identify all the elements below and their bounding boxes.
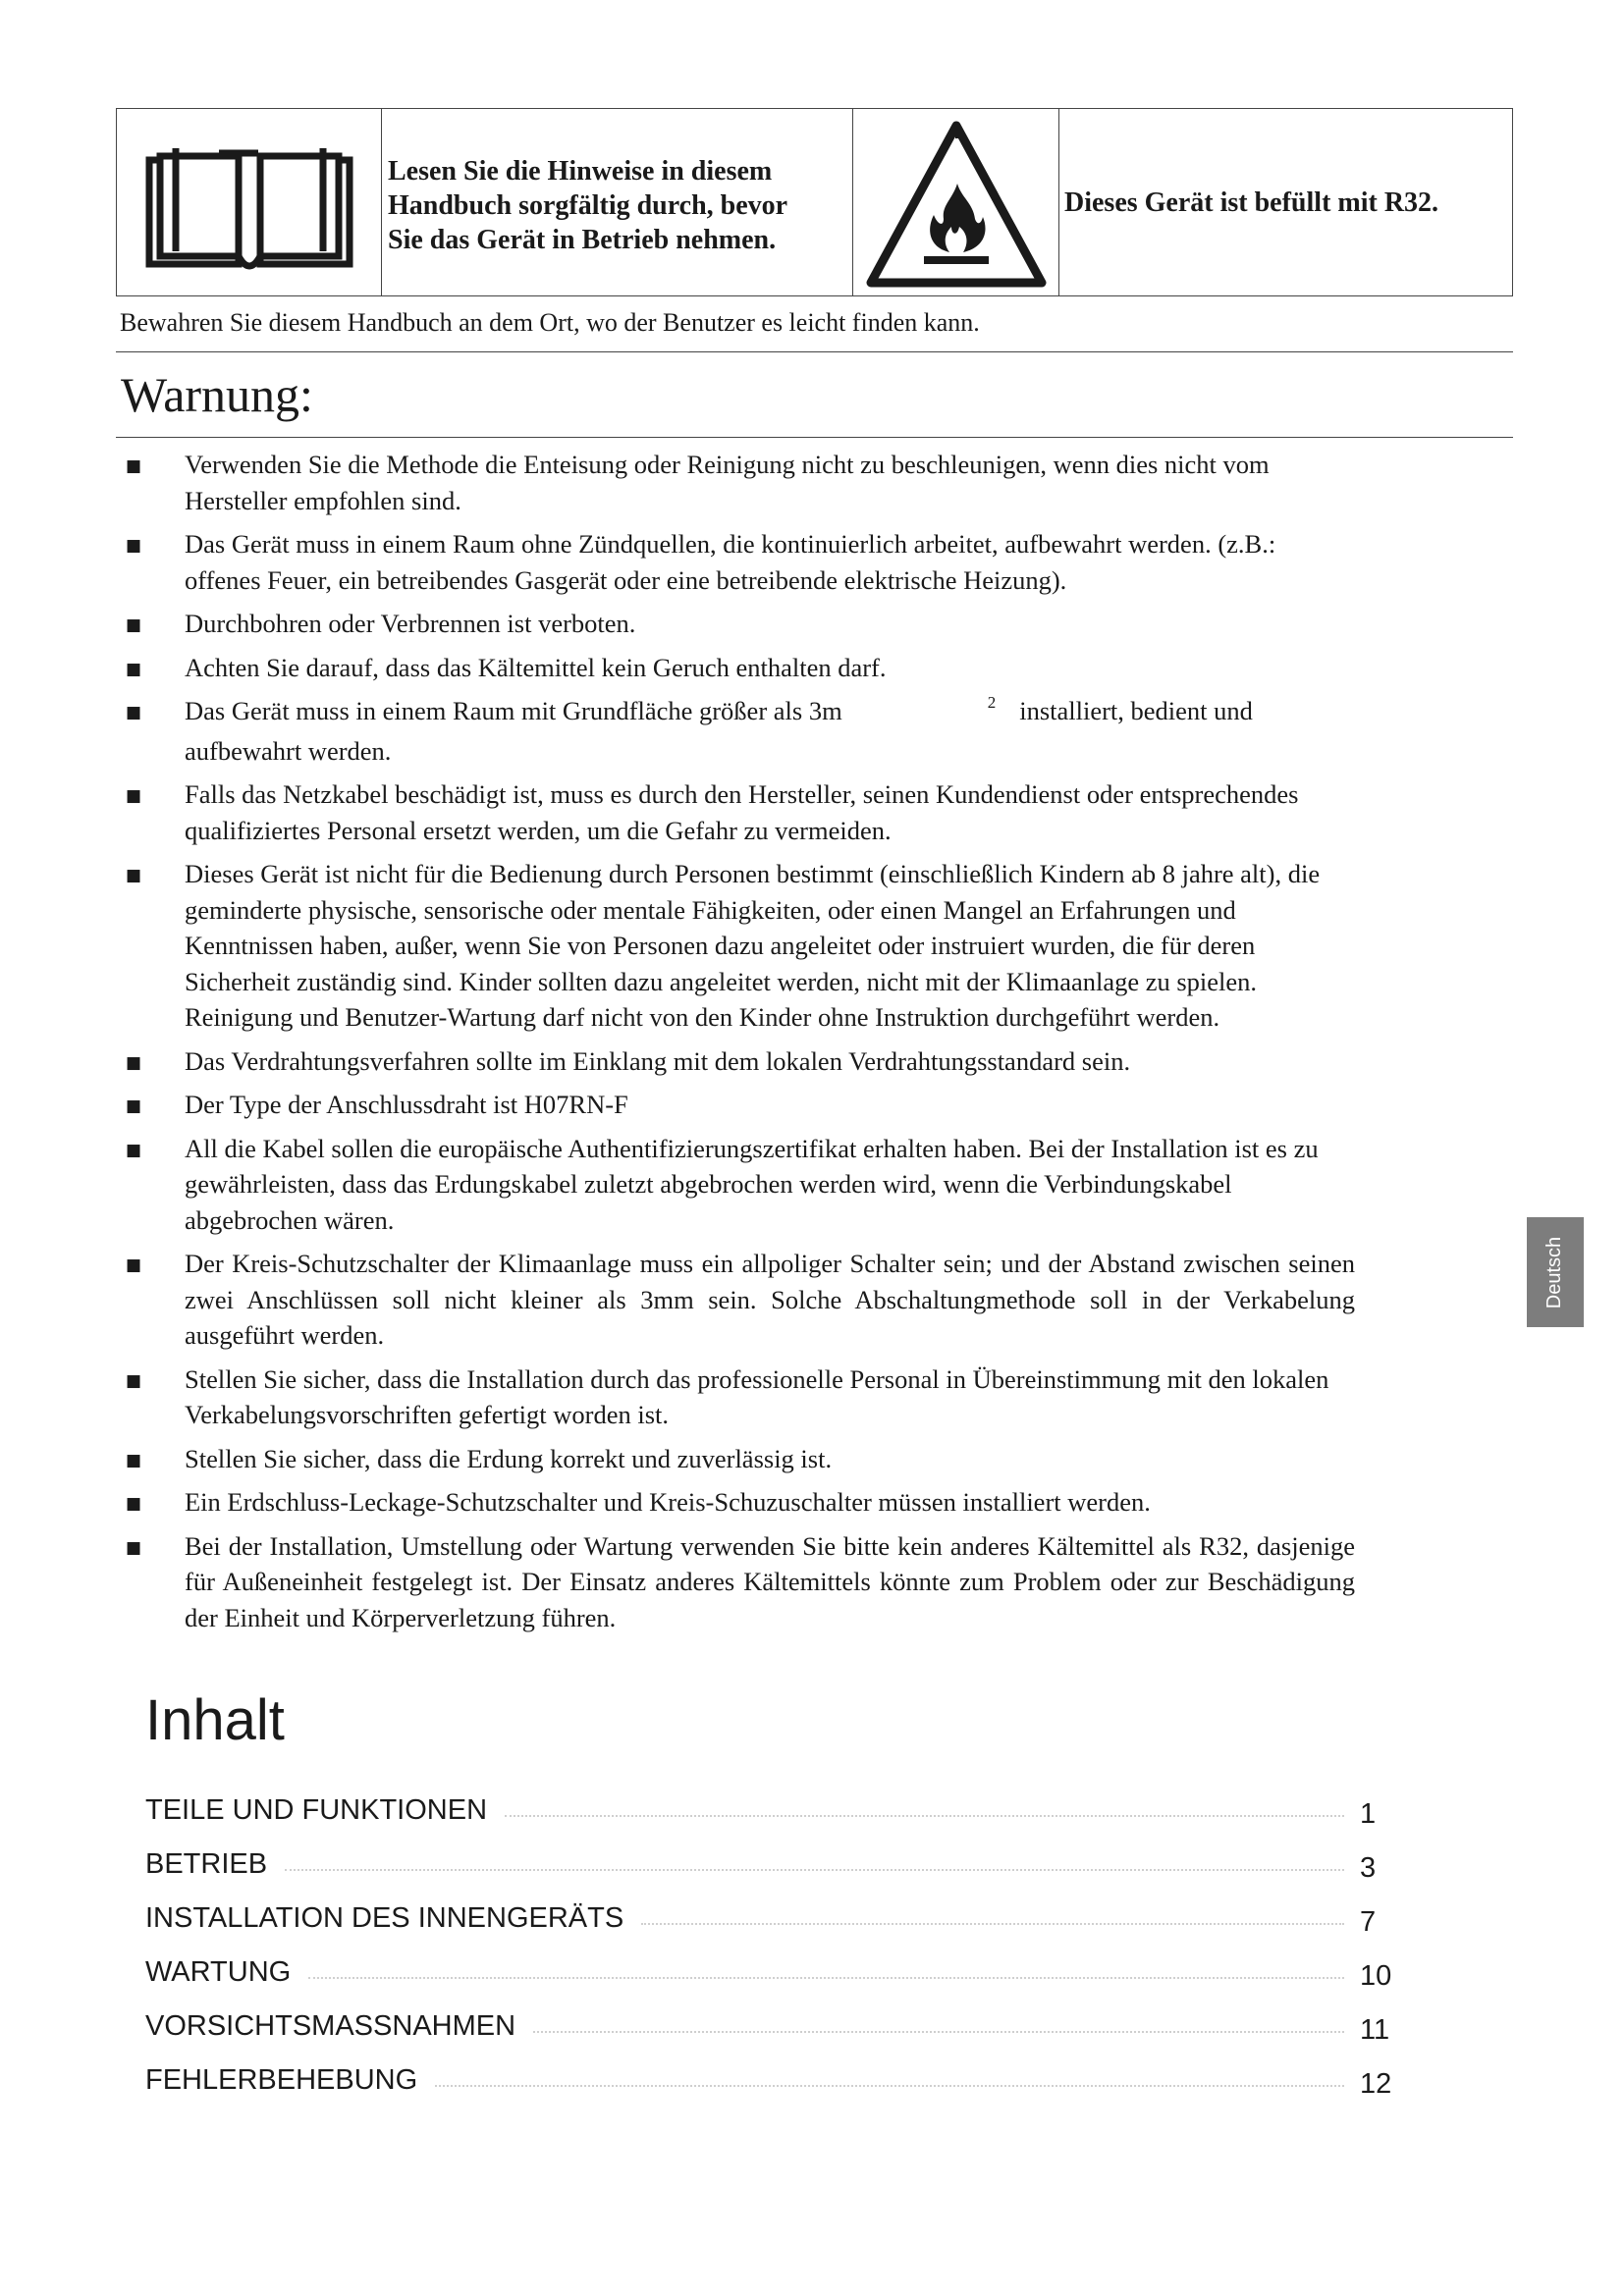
divider [116, 351, 1513, 352]
flame-icon-cell [853, 109, 1059, 295]
toc-entry-page: 3 [1360, 1852, 1377, 1884]
warning-item [0, 447, 1624, 518]
toc-entry[interactable] [145, 1881, 1397, 1938]
bullet: ■ [126, 1370, 142, 1391]
language-tab-label: Deutsch [1543, 1236, 1566, 1308]
bullet: ■ [126, 703, 142, 722]
warning-item [0, 1087, 1624, 1123]
warning-title: Warnung: [121, 367, 313, 422]
toc-entry-page: 7 [1360, 1906, 1377, 1938]
warning-text: Stellen Sie sicher, dass die Erdung korrekt und zuverlässig ist. [185, 1443, 833, 1473]
warning-item [0, 526, 1624, 598]
bullet: ■ [126, 456, 142, 476]
read-manual-instruction [388, 154, 844, 257]
warning-item [0, 776, 1624, 848]
warning-item [0, 1441, 1624, 1477]
warning-text: Der Type der Anschlussdraht ist H07RN-F [185, 1090, 628, 1119]
warning-item [0, 1484, 1624, 1521]
toc-entry-page: 10 [1360, 1960, 1392, 1992]
instruction-line: Handbuch sorgfältig durch, bevor [388, 190, 788, 221]
spacer [0, 1238, 1624, 1246]
spacer [0, 1521, 1624, 1528]
refrigerant-note: Dieses Gerät ist befüllt mit R32. [1064, 187, 1439, 218]
spacer [0, 1036, 1624, 1043]
superscript: 2 [987, 693, 997, 712]
bullet: ■ [126, 1140, 142, 1160]
toc-entry[interactable] [145, 1773, 1397, 1830]
toc-entry[interactable] [145, 2043, 1397, 2100]
toc-entry-label: FEHLERBEHEBUNG [145, 2064, 418, 2096]
spacer [0, 1433, 1624, 1441]
header-table [116, 108, 1513, 296]
bullet: ■ [126, 1052, 142, 1073]
spacer [0, 1079, 1624, 1087]
toc-entry-label: TEILE UND FUNKTIONEN [145, 1794, 488, 1826]
warning-text: Der Kreis-Schutzschalter der Klimaanlage muss ein allpoliger Schalter sein; und der Abstand zwischen seinen zwei Anschlüssen soll nicht kleiner als 3mm sein. Solche Abschaltungmethode soll in der Verkabelung ausgeführt werden. [185, 1249, 1355, 1350]
toc-leader-dots [285, 1869, 1344, 1871]
warning-text: Falls das Netzkabel beschädigt ist, muss es durch den Hersteller, seinen Kundendienst oder entsprechendes qualifiziertes Personal ersetzt werden, um die Gefahr zu vermeiden. [185, 779, 1299, 845]
warning-item [0, 606, 1624, 642]
spacer [0, 1476, 1624, 1484]
table-of-contents [145, 1773, 1397, 2100]
warning-text: Das Verdrahtungsverfahren sollte im Einklang mit dem lokalen Verdrahtungsstandard sein. [185, 1045, 1131, 1076]
toc-title: Inhalt [145, 1688, 285, 1752]
spacer [0, 1123, 1624, 1131]
toc-leader-dots [533, 2031, 1344, 2033]
spacer [0, 769, 1624, 776]
toc-entry[interactable] [145, 1935, 1397, 1992]
warning-item [0, 1131, 1624, 1239]
toc-entry-page: 12 [1360, 2068, 1392, 2100]
bullet: ■ [126, 1255, 142, 1275]
open-book-icon [117, 109, 382, 297]
warning-item [0, 1246, 1624, 1354]
instruction-line: Sie das Gerät in Betrieb nehmen. [388, 225, 777, 255]
toc-entry-label: VORSICHTSMASSNAHMEN [145, 2010, 516, 2042]
bullet: ■ [126, 1450, 142, 1470]
toc-leader-dots [435, 2085, 1344, 2087]
warning-text: Das Gerät muss in einem Raum ohne Zündquellen, die kontinuierlich arbeitet, aufbewahrt werden. (z.B.: offenes Feuer, ein betreibendes Gasgerät oder eine betreibende elektrische Heizung). [185, 529, 1276, 595]
flammable-warning-icon [853, 109, 1059, 297]
bullet: ■ [126, 786, 142, 806]
bullet: ■ [126, 536, 142, 556]
bullet: ■ [126, 1537, 142, 1558]
toc-leader-dots [641, 1923, 1344, 1925]
warning-item [0, 1362, 1624, 1433]
manual-icon-cell [117, 109, 382, 295]
warning-item [0, 856, 1624, 1036]
toc-entry-label: INSTALLATION DES INNENGERÄTS [145, 1902, 624, 1934]
instruction-line: Lesen Sie die Hinweise in diesem [388, 156, 773, 187]
toc-entry-page: 11 [1360, 2014, 1390, 2046]
spacer [0, 642, 1624, 650]
bullet: ■ [126, 615, 142, 635]
spacer [0, 685, 1624, 693]
warning-text [0, 693, 1355, 769]
toc-entry[interactable] [145, 1989, 1397, 2046]
bullet: ■ [126, 866, 142, 885]
warning-text: All die Kabel sollen die europäische Authentifizierungszertifikat erhalten haben. Bei der Installation ist es zu gewährleisten, dass das Erdungskabel zuletzt abgebrochen werden wird, wenn die Verbindungskabel abgebrochen wären. [185, 1133, 1319, 1235]
language-tab[interactable] [1527, 1217, 1584, 1327]
warning-text: Dieses Gerät ist nicht für die Bedienung durch Personen bestimmt (einschließlich Kindern ab 8 jahre alt), die geminderte physische, sensorische oder mentale Fähigkeiten, oder einen Mangel an Erfahrungen und Kenntnissen haben, außer, wenn Sie von Personen dazu angeleitet oder instruiert wurden, die für deren Sicherheit zuständig sind. Kinder sollten dazu angeleitet werden, nicht mit der Klimaanlage zu spielen. Reinigung und Benutzer-Wartung darf nicht von den Kinder ohne Instruktion durchgeführt werden. [185, 859, 1321, 1032]
warning-item [0, 1528, 1624, 1636]
warning-text: Verwenden Sie die Methode die Enteisung oder Reinigung nicht zu beschleunigen, wenn dies nicht vom Hersteller empfohlen sind. [185, 450, 1270, 515]
warning-text: Achten Sie darauf, dass das Kältemittel kein Geruch enthalten darf. [185, 652, 887, 682]
storage-note: Bewahren Sie diesem Handbuch an dem Ort, wo der Benutzer es leicht finden kann. [120, 308, 980, 337]
warning-list [0, 447, 1624, 1635]
warning-item [0, 650, 1624, 686]
instruction-cell [382, 109, 853, 295]
toc-entry[interactable] [145, 1827, 1397, 1884]
toc-leader-dots [505, 1815, 1344, 1817]
toc-leader-dots [308, 1977, 1344, 1979]
warning-item [0, 693, 1624, 769]
spacer [0, 1354, 1624, 1362]
warning-text-part: installiert, bedient und aufbewahrt werden. [185, 696, 1253, 766]
warning-item [0, 1043, 1624, 1080]
bullet: ■ [126, 1096, 142, 1116]
spacer [0, 848, 1624, 856]
toc-entry-label: WARTUNG [145, 1956, 292, 1988]
divider [116, 437, 1513, 438]
warning-text: Durchbohren oder Verbrennen ist verboten. [185, 609, 636, 638]
bullet: ■ [126, 659, 142, 679]
refrigerant-cell [1059, 109, 1512, 295]
toc-entry-label: BETRIEB [145, 1848, 268, 1880]
bullet: ■ [126, 1494, 142, 1514]
warning-text: Stellen Sie sicher, dass die Installation durch das professionelle Personal in Übereinstimmung mit den lokalen Verkabelungsvorschriften gefertigt worden ist. [185, 1363, 1329, 1429]
toc-entry-page: 1 [1360, 1798, 1377, 1830]
warning-text-part: Das Gerät muss in einem Raum mit Grundfläche größer als 3m [185, 696, 842, 725]
warning-text: Bei der Installation, Umstellung oder Wartung verwenden Sie bitte kein anderes Kältemittel als R32, dasjenige für Außeneinheit festgelegt ist. Der Einsatz anderes Kältemittels könnte zum Problem oder zur Beschädigung der Einheit und Körperverletzung führen. [185, 1530, 1355, 1632]
spacer [0, 518, 1624, 526]
spacer [0, 598, 1624, 606]
warning-text: Ein Erdschluss-Leckage-Schutzschalter und Kreis-Schuzuschalter müssen installiert werden. [185, 1487, 1151, 1517]
